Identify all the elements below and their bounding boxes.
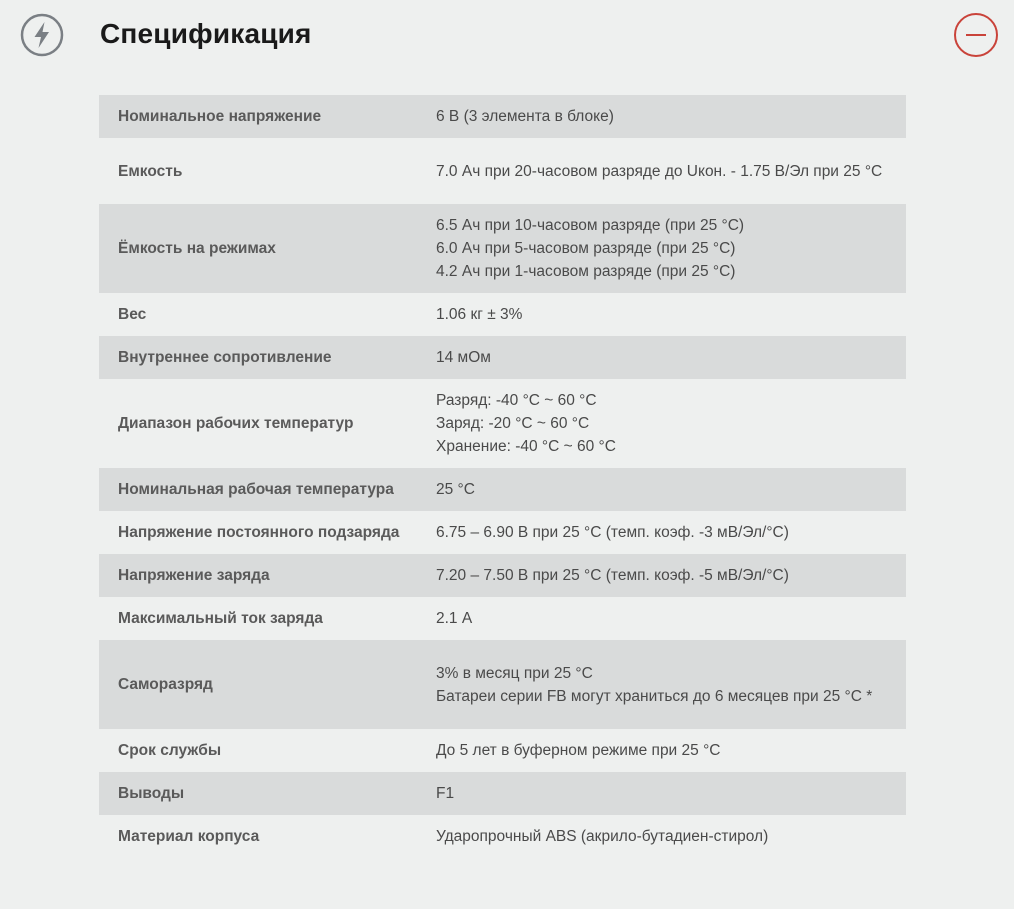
spec-value	[436, 772, 906, 815]
table-row	[99, 379, 906, 468]
table-row	[99, 95, 906, 138]
spec-table	[99, 95, 906, 858]
spec-label: Выводы	[99, 772, 436, 815]
spec-value	[436, 293, 906, 336]
spec-label: Внутреннее сопротивление	[99, 336, 436, 379]
spec-value-line: 14 мОм	[436, 349, 491, 366]
spec-value-line: 6.0 Ач при 5-часовом разряде (при 25 °С)	[436, 240, 736, 257]
spec-label: Напряжение постоянного подзаряда	[118, 524, 400, 541]
table-row	[99, 640, 906, 729]
spec-value-line: 25 °С	[436, 481, 475, 498]
spec-value	[436, 138, 906, 204]
spec-value-line: Заряд: -20 °С ~ 60 °С	[436, 415, 590, 432]
table-row	[99, 597, 906, 640]
table-row	[99, 511, 906, 554]
spec-label: Максимальный ток заряда	[118, 610, 323, 627]
table-row	[99, 468, 906, 511]
table-row	[99, 336, 906, 379]
spec-value	[436, 511, 906, 554]
spec-label: Номинальная рабочая температура	[99, 468, 436, 511]
table-row	[99, 138, 906, 204]
spec-value-line: Хранение: -40 °С ~ 60 °С	[436, 438, 616, 455]
spec-value-line: Батареи серии FB могут храниться до 6 месяцев при 25 °С *	[436, 687, 873, 705]
spec-value-line: 6.5 Ач при 10-часовом разряде (при 25 °С)	[436, 217, 745, 234]
table-row	[99, 815, 906, 858]
spec-value-line: 6 В (3 элемента в блоке)	[436, 108, 614, 125]
spec-value	[436, 640, 906, 729]
spec-value	[436, 336, 906, 379]
table-row	[99, 204, 906, 293]
lightning-bolt-icon	[20, 13, 64, 57]
spec-label: Саморазряд	[99, 640, 436, 729]
spec-value-line: F1	[436, 785, 455, 802]
spec-value-line: 7.0 Ач при 20-часовом разряде до Uкон. - 1.75 В/Эл при 25 °С	[436, 162, 883, 180]
table-row	[99, 554, 906, 597]
spec-value	[436, 379, 906, 468]
spec-label: Вес	[118, 306, 147, 323]
spec-value-line: 7.20 – 7.50 В при 25 °С (темп. коэф. -5 мВ/Эл/°С)	[436, 567, 789, 584]
page-title: Спецификация	[100, 18, 312, 49]
spec-value	[436, 815, 906, 858]
spec-value-line: 3% в месяц при 25 °С	[436, 664, 593, 682]
spec-value-line: Ударопрочный ABS (акрило-бутадиен-стирол)	[436, 828, 769, 845]
spec-value-line: 2.1 А	[436, 610, 473, 627]
table-row	[99, 293, 906, 336]
spec-label: Ёмкость на режимах	[99, 204, 436, 293]
spec-value-line: Разряд: -40 °С ~ 60 °С	[436, 392, 597, 409]
table-row	[99, 772, 906, 815]
spec-value	[436, 468, 906, 511]
spec-value-line: До 5 лет в буферном режиме при 25 °С	[436, 742, 721, 759]
spec-label: Емкость	[118, 162, 183, 180]
spec-value	[436, 95, 906, 138]
spec-label: Срок службы	[118, 742, 222, 759]
spec-label: Материал корпуса	[118, 828, 260, 845]
spec-label: Номинальное напряжение	[99, 95, 436, 138]
spec-value	[436, 204, 906, 293]
table-row	[99, 729, 906, 772]
spec-label: Напряжение заряда	[99, 554, 436, 597]
spec-value-line: 1.06 кг ± 3%	[436, 306, 523, 323]
spec-value	[436, 597, 906, 640]
spec-value	[436, 554, 906, 597]
minus-circle-icon[interactable]	[953, 12, 999, 58]
spec-value-line: 6.75 – 6.90 В при 25 °С (темп. коэф. -3 мВ/Эл/°С)	[436, 524, 789, 541]
spec-value-line: 4.2 Ач при 1-часовом разряде (при 25 °С)	[436, 263, 736, 280]
spec-value	[436, 729, 906, 772]
spec-label: Диапазон рабочих температур	[118, 415, 354, 432]
